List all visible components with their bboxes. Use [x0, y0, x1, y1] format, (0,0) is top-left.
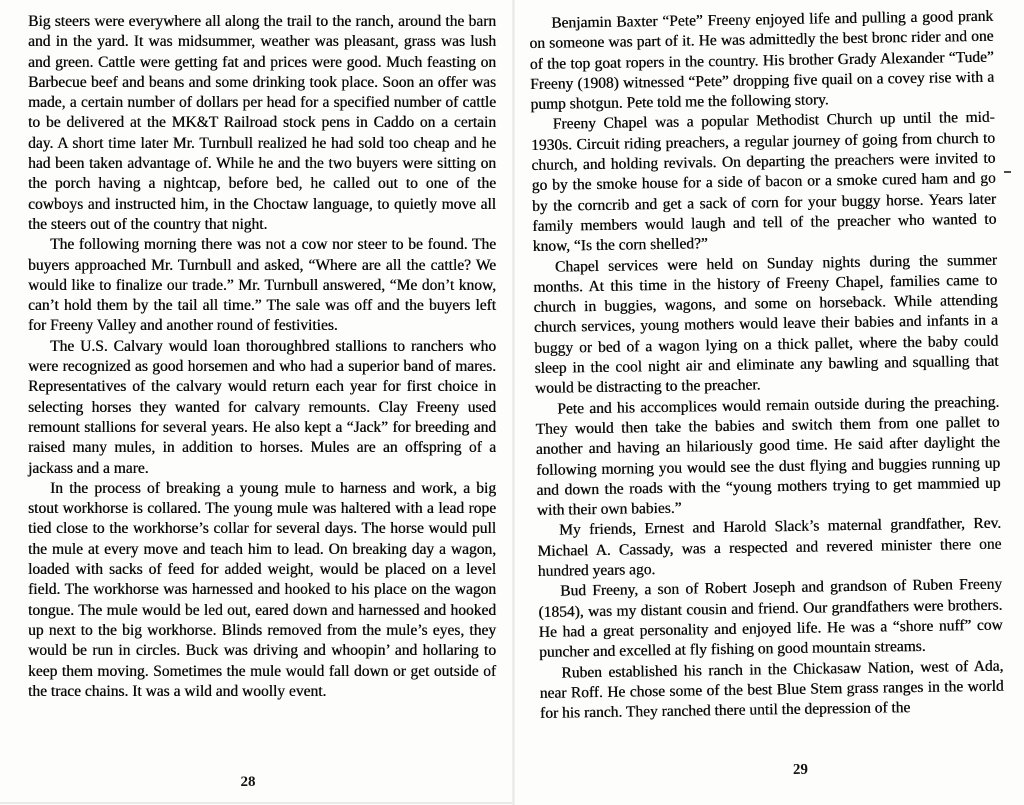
paragraph: Chapel services were held on Sunday nights during the summer months. At this time in the history of Freeny Chapel, families came to church in buggies, wagons, and some on horseback. While attending church services, young mothers would leave their babies and infants in a buggy or bed of a wagon lying on a thick pallet, where the baby could sleep in the cool night air and eliminate any bawling and squalling that would be distracting to the preacher.: [533, 251, 999, 398]
page-right-text-column: [529, 7, 1004, 725]
page-number-right: 29: [792, 761, 809, 778]
page-right: [529, 7, 1005, 798]
paragraph: My friends, Ernest and Harold Slack’s maternal grandfather, Rev. Michael A. Cassady, was a respected and revered minister there one hundred years ago.: [537, 515, 1002, 580]
paragraph: Bud Freeny, a son of Robert Joseph and grandson of Ruben Freeny (1854), was my distant cousin and friend. Our grandfathers were brothers. He had a great personality and enjoyed life. He was a “shore nuff” cow puncher and excelled at fly fishing on good mountain streams.: [538, 575, 1003, 662]
page-left: [28, 12, 496, 804]
paragraph: In the process of breaking a young mule to harness and work, a big stout workhorse is collared. The young mule was haltered with a lead rope tied close to the workhorse’s collar for several days. The horse would pull the mule at every move and teach him to lead. On breaking day a wagon, loaded with sacks of feed for added weight, would be placed on a level field. The workhorse was harnessed and hooked to his place on the wagon tongue. The mule would be led out, eared down and harnessed and hooked up next to the big workhorse. Blinds removed from the mule’s eyes, they would be run in circles. Buck was driving and whoopin’ and hollaring to keep them moving. Sometimes the mule would fall down or get outside of the trace chains. It was a wild and woolly event.: [28, 479, 496, 700]
paragraph: Freeny Chapel was a popular Methodist Church up until the mid-1930s. Circuit riding preachers, a regular journey of going from church to church, and holding revivals. On departing the preachers were invited to go by the smoke house for a side of bacon or a smoke cured ham and go by the corncrib and get a sack of corn for your buggy horse. Years later family members would laugh and tell of the preacher who wanted to know, “Is the corn shelled?”: [530, 109, 997, 256]
page-gutter-divider: [512, 0, 515, 805]
paragraph: Benjamin Baxter “Pete” Freeny enjoyed life and pulling a good prank on someone was part of it. He was admittedly the best bronc rider and one of the top goat ropers in the country. His brother Grady Alexander “Tude” Freeny (1908) witnessed “Pete” dropping five quail on a covey rise with a pump shotgun. Pete told me the following story.: [529, 7, 995, 114]
paragraph: Big steers were everywhere all along the trail to the ranch, around the barn and in the yard. It was midsummer, weather was pleasant, grass was lush and green. Cattle were getting fat and prices were good. Much feasting on Barbecue beef and beans and some drinking took place. Soon an offer was made, a certain number of dollars per head for a specified number of cattle to be delivered at the MK&T Railroad stock pens in Caddo on a certain day. A short time later Mr. Turnbull realized he had sold too cheap and he had been taken advantage of. While he and the two buyers were sitting on the porch having a nightcap, before bed, he called out to one of the cowboys and instructed him, in the Choctaw language, to quietly move all the steers out of the country that night.: [28, 13, 496, 233]
paragraph: The U.S. Calvary would loan thoroughbred stallions to ranchers who were recognized as good horsemen and who had a superior band of mares. Representatives of the calvary would return each year for first choice in selecting horses they wanted for calvary remounts. Clay Freeny used remount stallions for several years. He also kept a “Jack” for breeding and raised many mules, in addition to horses. Mules are an offspring of a jackass and a mare.: [28, 337, 496, 477]
page-number-left: 28: [240, 774, 256, 790]
paragraph: Ruben established his ranch in the Chickasaw Nation, west of Ada, near Roff. He chose some of the best Blue Stem grass ranges in the world for his ranch. They ranched there until the depression of the: [539, 657, 1004, 723]
paragraph: The following morning there was not a cow nor steer to be found. The buyers approached Mr. Turnbull and asked, “Where are all the cattle? We would like to finalize our trade.” Mr. Turnbull answered, “Me don’t know, can’t hold them by the tail all time.” The sale was off and the buyers left for Freeny Valley and another round of festivities.: [28, 236, 496, 335]
page-left-text-column: [28, 12, 496, 702]
scan-edge-mark-artifact: [1004, 171, 1011, 173]
paragraph: Pete and his accomplices would remain outside during the preaching. They would then take the babies and switch them from one pallet to another and having an hilariously good time. He said after daylight the following morning you would see the dust flying and buggies running up and down the roads with the “young mothers trying to get mammied up with their own babies.”: [535, 393, 1001, 520]
